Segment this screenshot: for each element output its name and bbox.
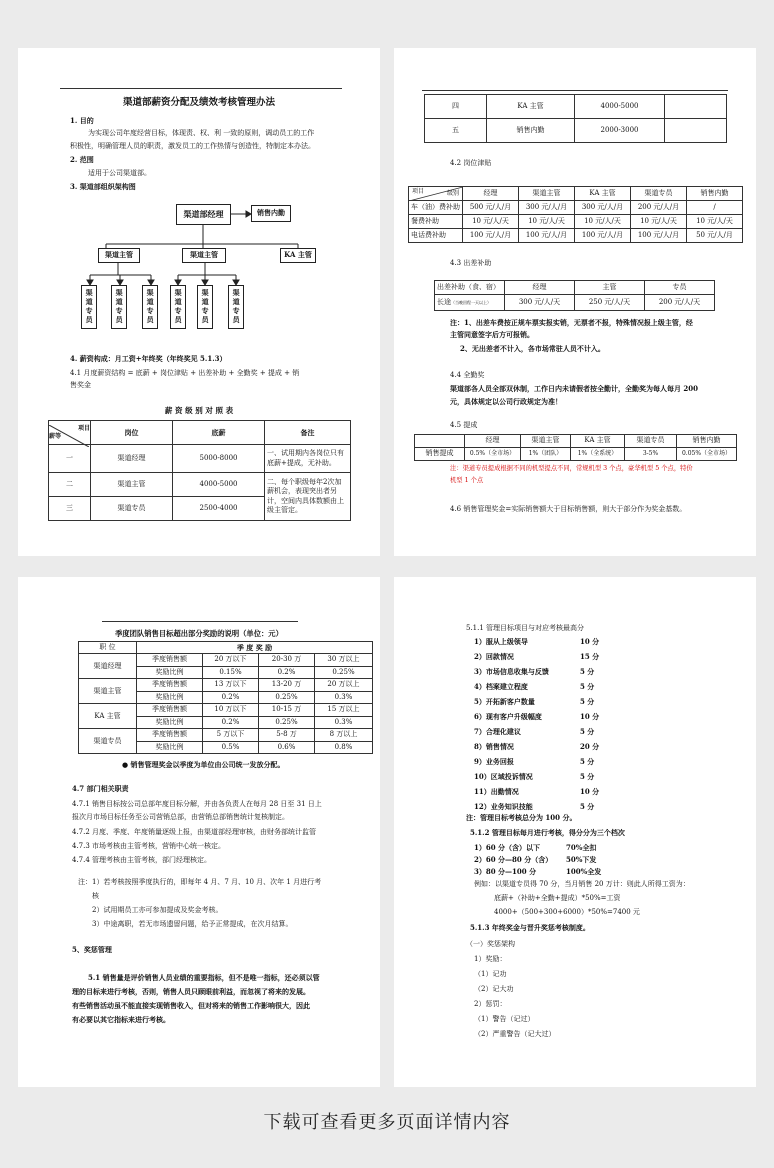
org-node-channel-staff: 渠道专员 [142, 285, 158, 329]
rate-cell: 0.8% [315, 741, 373, 754]
column-header: 经理 [505, 281, 575, 295]
row-label [435, 295, 505, 311]
column-header: 经理 [463, 187, 519, 201]
metric-label: 奖励比例 [137, 691, 203, 704]
document-page-2 [394, 48, 756, 556]
sales-cell: 5-8 万 [259, 729, 315, 742]
paragraph-line: 理的目标来进行考核，否则，销售人员只顾眼前利益，而忽视了将来的发展。 [72, 987, 310, 996]
post-cell: 销售内勤 [487, 119, 575, 143]
note-line: 主管同意签字后方可报销。 [450, 330, 534, 339]
allowance-cell: 500 元/人/月 [463, 201, 519, 215]
row-label: 电话费补助 [409, 229, 463, 243]
reward-list-item: 1）奖励： [474, 955, 507, 963]
criteria-score: 15 分 [580, 652, 600, 661]
tier-range: 2）60 分—80 分（含） [474, 855, 553, 864]
note-line: 注：1）若考核按照季度执行的，即每年 4 月、7 月、10 月、次年 1 月进行考 [78, 878, 322, 886]
criteria-score: 10 分 [580, 637, 600, 646]
sales-cell: 8 万以上 [315, 729, 373, 742]
note-line: 2）试用期员工亦可参加提成及奖金考核。 [92, 906, 223, 914]
post-cell: 渠道主管 [79, 679, 137, 704]
sales-cell: 10-15 万 [259, 704, 315, 717]
note-cell: 二、每个职级每年2次加薪机会，表现突出者另计，空间内具体数额由上级主管定。 [265, 473, 351, 521]
table-corner-cell [49, 421, 91, 445]
column-header: 出差补助（食、宿） [435, 281, 505, 295]
paragraph-line: 积极性，明确管理人员的职责，激发员工的工作热情与创造性，特制定本办法。 [70, 142, 315, 150]
paragraph-line: 4.6 销售管理奖金=实际销售额大于目标销售额，则大于部分作为奖金基数。 [450, 505, 687, 513]
column-header: 经理 [465, 435, 521, 448]
table-title: 季度团队销售目标超出部分奖励的说明（单位：元） [115, 629, 283, 638]
post-cell: 渠道经理 [91, 445, 173, 473]
grade-cell: 二 [49, 473, 91, 497]
criteria-score: 5 分 [580, 757, 595, 766]
tier-payout: 70%全扣 [566, 843, 597, 852]
grade-cell: 三 [49, 497, 91, 521]
base-cell: 4000-5000 [173, 473, 265, 497]
rate-cell: 0.25% [259, 691, 315, 704]
reward-list-item: （一）奖惩架构 [466, 940, 515, 948]
paragraph-line: 为实现公司年度经营目标，体现责、权、利 一致的原则，调动员工的工作 [88, 129, 315, 137]
metric-label: 奖励比例 [137, 716, 203, 729]
criteria-score: 5 分 [580, 772, 595, 781]
column-header: 销售内勤 [687, 187, 743, 201]
org-node-channel-staff: 渠道专员 [228, 285, 244, 329]
document-page-4 [394, 577, 756, 1087]
rate-cell: 0.3% [315, 716, 373, 729]
base-cell: 2500-4000 [173, 497, 265, 521]
table-row [79, 729, 373, 742]
note-line: 核 [92, 892, 99, 900]
org-node-channel-staff: 渠道专员 [197, 285, 213, 329]
post-cell: 渠道专员 [79, 729, 137, 754]
allowance-cell: 10 元/人/天 [575, 215, 631, 229]
table-row [409, 201, 743, 215]
criteria-score: 20 分 [580, 742, 600, 751]
column-header: 销售内勤 [677, 435, 737, 448]
commission-cell: 1%（全系统） [571, 448, 625, 461]
table-row [425, 119, 727, 143]
criteria-score: 5 分 [580, 802, 595, 811]
reward-list-item: （2）严重警告（记大过） [474, 1030, 556, 1038]
rate-cell: 0.3% [315, 691, 373, 704]
allowance-cell: 300 元/人/天 [505, 295, 575, 311]
criteria-name: 3）市场信息收集与反馈 [474, 667, 549, 676]
paragraph-line: 4.7.1 销售目标按公司总部年度目标分解，并由各负责人在每月 28 日至 31 日上 [72, 800, 322, 808]
salary-grade-table [48, 420, 351, 521]
corner-left-label: 项目 [412, 188, 425, 195]
section-heading: 2. 范围 [70, 155, 94, 164]
table-row [79, 704, 373, 717]
commission-cell: 0.05%（全市场） [677, 448, 737, 461]
post-cell: 渠道经理 [79, 654, 137, 679]
reward-list-item: （1）记功 [474, 970, 507, 978]
column-header: 渠道专员 [625, 435, 677, 448]
metric-label: 季度销售额 [137, 679, 203, 692]
column-header: 季 度 奖 励 [137, 642, 373, 654]
paragraph-line: 例如：以渠道专员得 70 分，当月销售 20 万计：则此人所得工资为： [474, 880, 690, 888]
paragraph-line: 底薪+（补助+全勤+提成）*50%=工资 [494, 894, 621, 902]
column-header: 底薪 [173, 421, 265, 445]
note-line: 注：1、出差车费按正规车票实报实销，无票者不报，特殊情况报上级主管，经 [450, 318, 693, 327]
rate-cell: 0.2% [259, 666, 315, 679]
section-heading: 5.1.2 管理目标每月进行考核，得分分为三个档次 [470, 828, 625, 837]
criteria-name: 4）档案建立程度 [474, 682, 528, 691]
criteria-name: 8）销售情况 [474, 742, 514, 751]
sales-cell: 13 万以下 [203, 679, 259, 692]
criteria-score: 5 分 [580, 697, 595, 706]
tier-range: 1）60 分（含）以下 [474, 843, 541, 852]
allowance-table [408, 186, 743, 243]
allowance-cell: 200 元/人/月 [631, 201, 687, 215]
table-row [409, 215, 743, 229]
document-page-3 [18, 577, 380, 1087]
table-row [79, 654, 373, 667]
paragraph-line: 元，具体规定以公司行政规定为准！ [450, 397, 562, 406]
criteria-name: 12）业务知识技能 [474, 802, 533, 811]
allowance-cell: 50 元/人/月 [687, 229, 743, 243]
tier-payout: 100%全发 [566, 867, 602, 876]
row-label: 销售提成 [415, 448, 465, 461]
sales-cell: 5 万以下 [203, 729, 259, 742]
note-cell [665, 95, 727, 119]
tier-payout: 50%下发 [566, 855, 597, 864]
grade-cell: 四 [425, 95, 487, 119]
criteria-name: 6）现有客户升级幅度 [474, 712, 542, 721]
post-cell: KA 主管 [487, 95, 575, 119]
section-heading: 5、奖惩管理 [72, 945, 112, 954]
criteria-score: 5 分 [580, 682, 595, 691]
sales-cell: 10 万以下 [203, 704, 259, 717]
paragraph-line: 5.1 销售量是评价销售人员业绩的重要指标，但不是唯一指标，还必须以管 [88, 973, 320, 982]
table-row [425, 95, 727, 119]
reward-list-item: （1）警告（记过） [474, 1015, 535, 1023]
criteria-score: 10 分 [580, 712, 600, 721]
allowance-cell: 100 元/人/月 [575, 229, 631, 243]
commission-cell: 1%（团队） [521, 448, 571, 461]
table-row [49, 445, 351, 473]
column-header: 岗位 [91, 421, 173, 445]
column-header: 备注 [265, 421, 351, 445]
section-heading: 5.1.1 管理目标项目与对应考核最高分 [466, 624, 585, 632]
metric-label: 奖励比例 [137, 666, 203, 679]
commission-cell: 3-5% [625, 448, 677, 461]
diagonal-line [49, 425, 89, 445]
row-label-text: 长途 [437, 297, 451, 306]
sales-cell: 20-30 万 [259, 654, 315, 667]
rate-cell: 0.2% [203, 716, 259, 729]
allowance-cell: 200 元/人/天 [645, 295, 715, 311]
grade-cell: 一 [49, 445, 91, 473]
column-header: KA 主管 [571, 435, 625, 448]
post-cell: KA 主管 [79, 704, 137, 729]
paragraph-line: 4.1 月度薪资结构 = 底薪 + 岗位津贴 + 出差补助 + 全勤奖 + 提成 + 销 [70, 369, 300, 377]
section-heading: 5.1.3 年终奖金与晋升奖惩考核制度。 [470, 923, 590, 932]
reward-list-item: 2）惩罚： [474, 1000, 507, 1008]
org-node-channel-staff: 渠道专员 [170, 285, 186, 329]
metric-label: 奖励比例 [137, 741, 203, 754]
table-row [49, 473, 351, 497]
paragraph-line: 4000+（500+300+6000）*50%=7400 元 [494, 908, 640, 916]
allowance-cell: 10 元/人/天 [687, 215, 743, 229]
table-row [435, 295, 715, 311]
allowance-cell: 100 元/人/月 [463, 229, 519, 243]
column-header: 渠道专员 [631, 187, 687, 201]
column-header: 主管 [575, 281, 645, 295]
allowance-cell: 10 元/人/天 [519, 215, 575, 229]
criteria-name: 5）开拓新客户数量 [474, 697, 535, 706]
criteria-name: 1）服从上级领导 [474, 637, 528, 646]
sales-cell: 20 万以下 [203, 654, 259, 667]
org-node-channel-staff: 渠道专员 [81, 285, 97, 329]
metric-label: 季度销售额 [137, 704, 203, 717]
download-more-footer: 下载可查看更多页面详情内容 [263, 1112, 511, 1133]
document-title: 渠道部薪资分配及绩效考核管理办法 [122, 97, 275, 108]
section-heading: 4.4 全勤奖 [450, 371, 485, 379]
org-node-channel-staff: 渠道专员 [111, 285, 127, 329]
commission-table [414, 434, 737, 461]
note-line: 注：管理目标考核总分为 100 分。 [466, 813, 577, 822]
criteria-score: 5 分 [580, 667, 595, 676]
criteria-score: 5 分 [580, 727, 595, 736]
section-heading: 3. 渠道部组织架构图 [70, 182, 136, 191]
rate-cell: 0.2% [203, 691, 259, 704]
base-cell: 5000-8000 [173, 445, 265, 473]
org-node-ka-supervisor: KA 主管 [280, 248, 316, 263]
corner-bottom-label: 薪等 [49, 432, 62, 440]
metric-label: 季度销售额 [137, 654, 203, 667]
sales-cell: 30 万以上 [315, 654, 373, 667]
corner-right-label: 级别 [446, 190, 459, 197]
column-header [415, 435, 465, 448]
sales-cell: 15 万以上 [315, 704, 373, 717]
allowance-cell: 10 元/人/天 [463, 215, 519, 229]
note-line: ● 销售管理奖金以季度为单位由公司统一发放分配。 [122, 760, 285, 769]
criteria-name: 11）出勤情况 [474, 787, 519, 796]
sales-cell: 20 万以上 [315, 679, 373, 692]
section-heading: 4. 薪资构成：月工资+年终奖（年终奖见 5.1.3） [70, 354, 227, 363]
post-cell: 渠道专员 [91, 497, 173, 521]
rate-cell: 0.15% [203, 666, 259, 679]
row-label: 餐费补助 [409, 215, 463, 229]
criteria-name: 9）业务回报 [474, 757, 514, 766]
watermark [18, 858, 34, 915]
row-label: 车（油）费补助 [409, 201, 463, 215]
red-note-line: 机型 1 个点 [450, 477, 484, 484]
header-rule [102, 621, 298, 622]
base-cell: 2000-3000 [575, 119, 665, 143]
document-page-1 [18, 48, 380, 556]
grade-cell: 五 [425, 119, 487, 143]
paragraph-line: 有些销售活动虽不能直接实现销售收入，但对将来的销售工作影响很大，因此 [72, 1001, 310, 1010]
commission-cell: 0.5%（全市场） [465, 448, 521, 461]
travel-allowance-table [434, 280, 715, 311]
section-heading: 4.5 提成 [450, 421, 478, 429]
note-line: 3）中途离职，若无市场遗留问题，给予正常提成，在次月结算。 [92, 920, 293, 928]
section-heading: 4.7 部门相关职责 [72, 784, 129, 793]
note-cell: 一、试用期内各岗位只有底薪+提成，无补助。 [265, 445, 351, 473]
table-title: 薪 资 级 别 对 照 表 [164, 406, 234, 415]
corner-top-label: 项目 [77, 424, 90, 432]
allowance-cell: 250 元/人/天 [575, 295, 645, 311]
rate-cell: 0.5% [203, 741, 259, 754]
note-line: 2、无出差者不计入，各市场常驻人员不计入。 [460, 344, 605, 353]
row-label-subtext: （当晚回程一天以上） [451, 299, 491, 305]
org-node-channel-supervisor: 渠道主管 [98, 248, 140, 263]
rate-cell: 0.25% [259, 716, 315, 729]
column-header: 渠道主管 [521, 435, 571, 448]
column-header: 渠道主管 [519, 187, 575, 201]
table-row [79, 679, 373, 692]
red-note-line: 注：渠道专员提成根据不同的机型提点不同，常规机型 3 个点，豪华机型 5 个点，特价 [450, 465, 693, 472]
metric-label: 季度销售额 [137, 729, 203, 742]
paragraph-line: 4.7.4 管理考核由主管考核，部门经理核定。 [72, 856, 212, 864]
allowance-cell: 300 元/人/月 [519, 201, 575, 215]
table-row [415, 448, 737, 461]
allowance-cell: 10 元/人/天 [631, 215, 687, 229]
rate-cell: 0.25% [315, 666, 373, 679]
sales-cell: 13-20 万 [259, 679, 315, 692]
rate-cell: 0.6% [259, 741, 315, 754]
criteria-name: 2）回款情况 [474, 652, 514, 661]
paragraph-line: 4.7.3 市场考核由主管考核，营销中心统一核定。 [72, 842, 226, 850]
section-heading: 1. 目的 [70, 116, 94, 125]
paragraph-line: 渠道部各人员全部双休制，工作日内未请假者按全勤计，全勤奖为每人每月 200 [450, 384, 699, 393]
org-node-sales-assistant: 销售内勤 [251, 205, 291, 222]
criteria-name: 10）区域投诉情况 [474, 772, 533, 781]
criteria-name: 7）合理化建议 [474, 727, 521, 736]
section-heading: 4.2 岗位津贴 [450, 159, 492, 167]
header-rule [422, 90, 728, 91]
paragraph-line: 4.7.2 月度、季度、年度销量逐级上报，由渠道部经理审核，由财务部统计监管 [72, 828, 317, 836]
paragraph-line: 报次月市场目标任务至公司营销总部，由营销总部销售统计复核制定。 [72, 813, 289, 821]
paragraph-line: 适用于公司渠道部。 [88, 169, 151, 177]
table-row [409, 229, 743, 243]
column-header: 职 位 [79, 642, 137, 654]
allowance-cell: 100 元/人/月 [631, 229, 687, 243]
org-node-manager: 渠道部经理 [176, 204, 231, 225]
quarterly-bonus-table [78, 641, 373, 754]
post-cell: 渠道主管 [91, 473, 173, 497]
paragraph-line: 售奖金 [70, 381, 91, 389]
table-corner-cell [409, 187, 463, 201]
allowance-cell: / [687, 201, 743, 215]
reward-list-item: （2）记大功 [474, 985, 514, 993]
section-heading: 4.3 出差补助 [450, 259, 492, 267]
salary-grade-table-continued [424, 94, 727, 143]
column-header: 专员 [645, 281, 715, 295]
paragraph-line: 有必要以其它指标来进行考核。 [72, 1015, 170, 1024]
allowance-cell: 300 元/人/月 [575, 201, 631, 215]
tier-range: 3）80 分—100 分 [474, 867, 537, 876]
note-cell [665, 119, 727, 143]
org-node-channel-supervisor: 渠道主管 [182, 248, 226, 263]
criteria-score: 10 分 [580, 787, 600, 796]
base-cell: 4000-5000 [575, 95, 665, 119]
column-header: KA 主管 [575, 187, 631, 201]
allowance-cell: 100 元/人/月 [519, 229, 575, 243]
